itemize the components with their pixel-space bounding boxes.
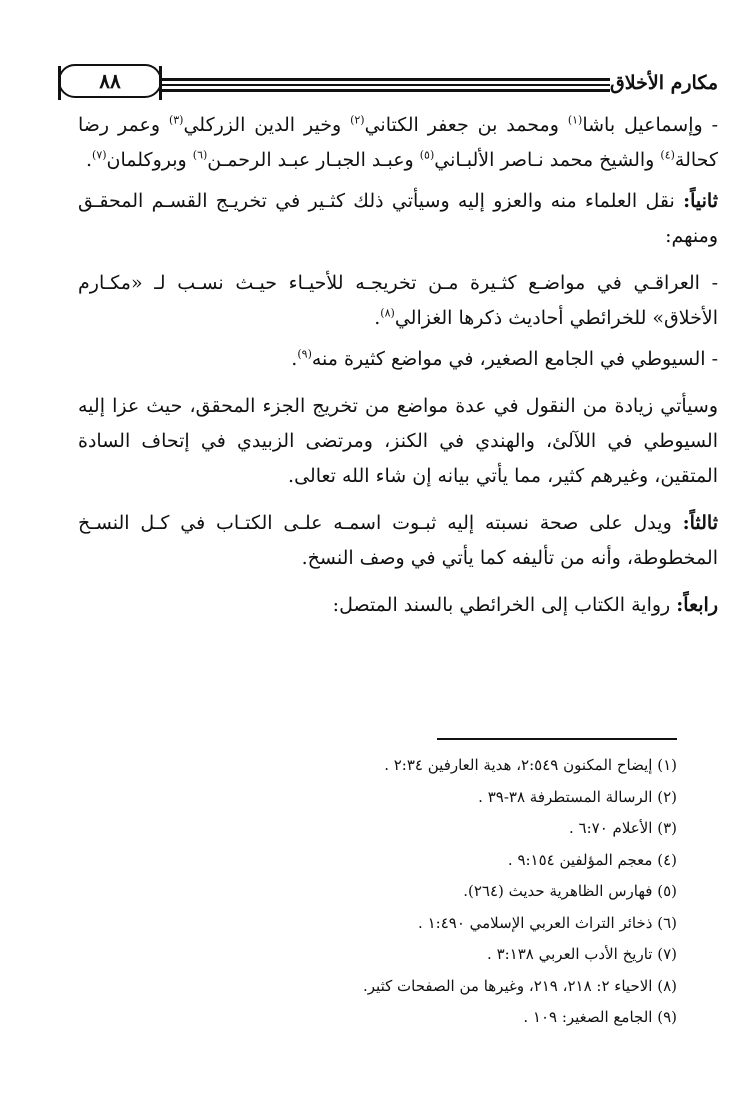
footnote-item: (٦) ذخائر التراث العربي الإسلامي ١:٤٩٠ . — [418, 913, 677, 932]
footnote-ref: (١) — [567, 113, 583, 127]
paragraph-fourth: رابعاً: رواية الكتاب إلى الخرائطي بالسند المتصل: — [332, 594, 718, 616]
footnote-ref: (٩) — [297, 347, 312, 361]
paragraph-more-quotes: وسيأتي زيادة من النقول في عدة مواضع من تخريج الجزء المحقق، حيث عزا إليه السيوطي في اللآلئ، والهندي في الكنز، ومرتضى الزبيدي في إتحاف السادة المتقين، وغيرهم كثير، مما يأتي بيانه إن شاء الله تعالى. — [78, 395, 718, 487]
footnote-ref: (٦) — [192, 148, 208, 162]
page-number: ٨٨ — [99, 69, 121, 93]
paragraph-second: ثانياً: نقل العلماء منه والعزو إليه وسيأتي ذلك كثـير في تخريـج القسـم المحقـق ومنهم: — [78, 190, 718, 247]
footnote-ref: (٢) — [350, 113, 365, 127]
footnote-ref: (٤) — [660, 148, 675, 162]
running-title: مكارم الأخلاق — [610, 72, 718, 94]
footnote-item: (٥) فهارس الظاهرية حديث (٢٦٤). — [463, 882, 677, 900]
footnote-item: (٤) معجم المؤلفين ٩:١٥٤ . — [507, 850, 677, 869]
footnote-item: (٧) تاريخ الأدب العربي ٣:١٣٨ . — [487, 945, 677, 963]
footnote-ref: (٧) — [92, 148, 107, 162]
footnote-ref: (٥) — [419, 148, 435, 162]
footnote-item: (١) إيضاح المكنون ٢:٥٤٩، هدية العارفين ٢:٣٤ . — [384, 756, 677, 774]
paragraph-lead: ثانياً: — [683, 190, 718, 212]
page-header — [58, 62, 718, 106]
footnote-item: (٢) الرسالة المستطرفة ٣٨-٣٩ . — [478, 787, 677, 806]
footnote-item: (٣) الأعلام ٦:٧٠ . — [568, 819, 677, 837]
footnotes-list — [117, 750, 677, 1034]
footnote-item: (٩) الجامع الصغير: ١٠٩ . — [523, 1008, 677, 1026]
paragraph-authors: - وإسماعيل باشا$^{(١)}$ ومحمد بن جعفر الكتاني$^{(٢)}$ وخير الدين الزركلي$^{(٣)}$ وعمر رضا كحالة$^{(٤)}$ والشيخ محمد نـاصر الألبـاني$^{(٥)}$ وعبـد الجبـار عبـد الرحمـن$^{(٦)}$ وبروكلمان$^{(٧)}$. — [78, 113, 718, 171]
main-text — [78, 108, 718, 635]
footnote-item: (٨) الاحياء ٢: ٢١٨، ٢١٩، وغيرها من الصفحات كثير. — [363, 976, 677, 995]
page-number-badge — [58, 64, 162, 98]
paragraph-suyuti: - السيوطي في الجامع الصغير، في مواضع كثيرة منه$^{(٩)}$. — [291, 347, 718, 370]
paragraph-iraqi: - العراقـي في مواضـع كثـيرة مـن تخريجـه للأحيـاء حيـث نسـب لـ «مكـارم الأخلاق» للخرائطي أحاديث ذكرها الغزالي$^{(٨)}$. — [78, 272, 718, 329]
footnote-ref: (٨) — [380, 306, 395, 320]
footnote-separator — [437, 738, 677, 740]
paragraph-lead: رابعاً: — [676, 594, 718, 616]
paragraph-lead: ثالثاً: — [682, 512, 718, 534]
footnote-ref: (٣) — [168, 113, 184, 127]
paragraph-third: ثالثاً: ويدل على صحة نسبته إليه ثبـوت اسمـه علـى الكتـاب في كـل النسـخ المخطوطة، وأنه من تأليفه كما يأتي في وصف النسخ. — [78, 512, 718, 569]
header-double-rule — [162, 78, 610, 95]
